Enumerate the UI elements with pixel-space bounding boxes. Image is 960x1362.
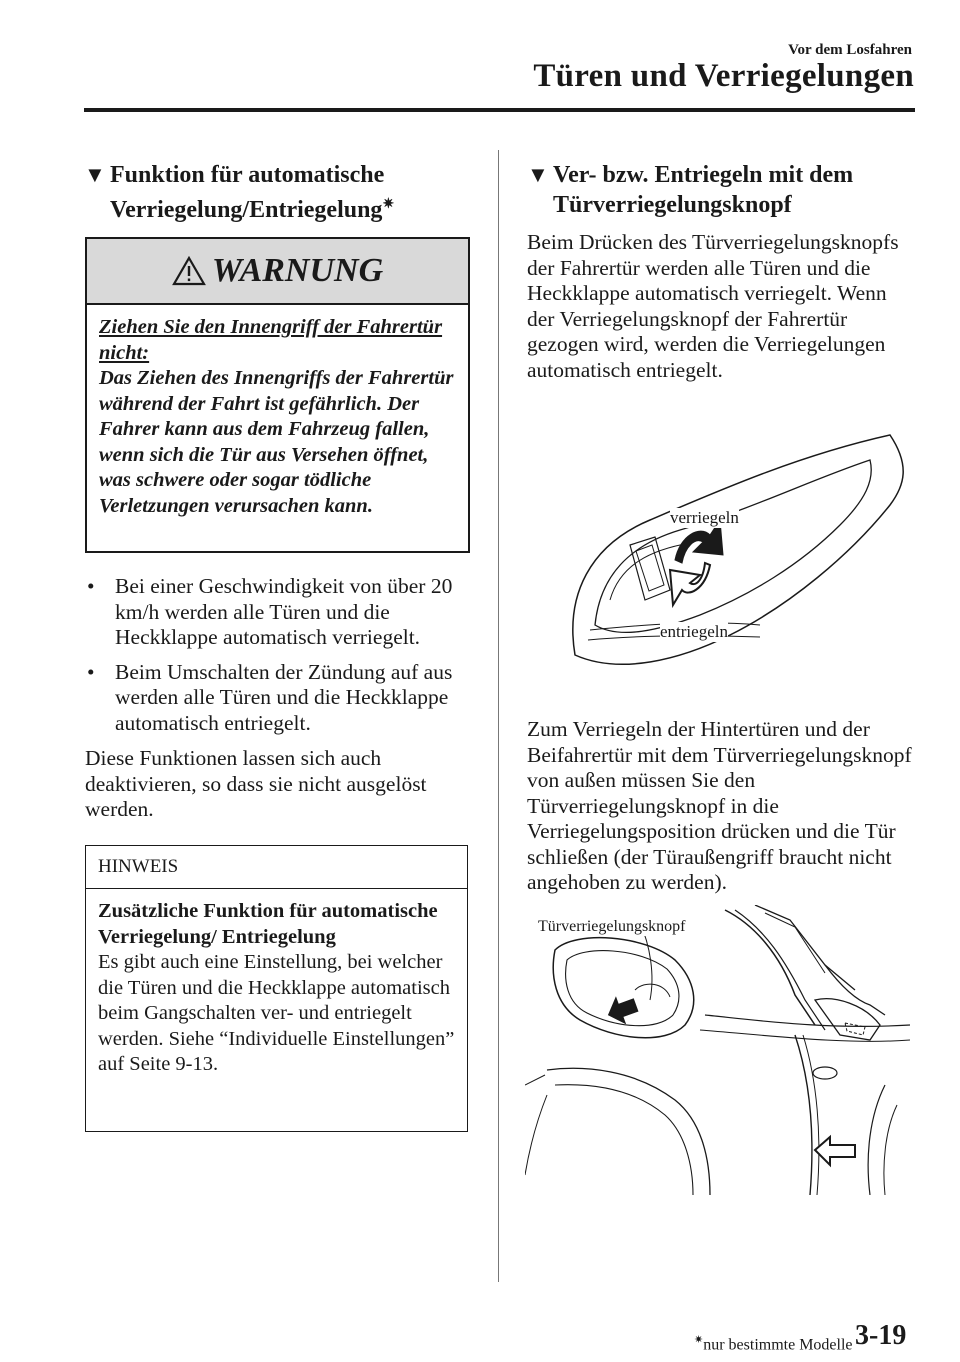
note-body [86, 889, 467, 1078]
triangle-marker-icon: ▼ [84, 162, 106, 187]
header-rule [84, 108, 915, 112]
footer-mark: ✷ [694, 1334, 704, 1346]
bullet-dot: • [87, 574, 95, 598]
running-header-title: Türen und Verriegelungen [533, 58, 914, 94]
paragraph-rear-doors: Zum Verriegeln der Hintertüren und der Beifahrertür mit dem Türverriegelungsknopf von außen müssen Sie den Türverriegelungsknopf in die Verriegelungsposition drücken und die Tür schließen (der Türaußengriff braucht nicht angehoben zu werden). [527, 717, 912, 894]
footer-note: ✷nur bestimmte Modelle [694, 1334, 853, 1354]
list-item: • Bei einer Geschwindigkeit von über 20 km/h werden alle Türen und die Heckklappe automatisch verriegelt. [87, 574, 453, 649]
warning-header [87, 239, 468, 305]
label-door-lock-knob: Türverriegelungsknopf [538, 918, 686, 935]
warning-triangle-icon [172, 256, 206, 286]
paragraph-lock-knob: Beim Drücken des Türverriegelungsknopfs der Fahrertür werden alle Türen und die Heckklappe automatisch verriegelt. Wenn der Verriegelungsknopf der Fahrertür gezogen wird, werden die Verriegelungen automatisch entriegelt. [527, 230, 899, 382]
note-text: Es gibt auch eine Einstellung, bei welcher die Türen und die Heckklappe automatisch beim Gangschalten ver- und entriegelt werden. Siehe “Individuelle Einstellungen” auf Seite 9-13. [98, 951, 455, 1075]
list-item: • Beim Umschalten der Zündung auf aus werden alle Türen und die Heckklappe automatisch entriegelt. [87, 659, 453, 735]
page-number: 3-19 [855, 1320, 907, 1351]
bullet-list [85, 574, 470, 736]
note-bold-text: Zusätzliche Funktion für automatische Verriegelung/ Entriegelung [98, 900, 438, 948]
section-heading-auto-lock: ▼ Funktion für automatische Verriegelung/Entriegelung✷ [84, 162, 395, 223]
label-lock: verriegeln [670, 508, 739, 527]
label-unlock: entriegeln [660, 622, 728, 641]
optional-feature-mark: ✷ [382, 197, 395, 212]
paragraph-deactivate: Diese Funktionen lassen sich auch deaktivieren, so dass sie nicht ausgelöst werden. [85, 746, 427, 821]
warning-title: WARNUNG [211, 252, 384, 289]
column-divider [498, 150, 499, 1282]
note-title: HINWEIS [86, 846, 467, 889]
warning-body [87, 305, 468, 519]
warning-box [85, 237, 470, 553]
note-box [85, 845, 468, 1132]
warning-text: Das Ziehen des Innengriffs der Fahrertür während der Fahrt ist gefährlich. Der Fahrer kann aus dem Fahrzeug fallen, wenn sich die Tür aus Versehen öffnet, was schwere oder sogar tödliche Verletzungen verursachen kann. [99, 367, 454, 517]
triangle-marker-icon: ▼ [527, 162, 549, 187]
car-door-illustration [525, 905, 915, 1195]
bullet-dot: • [87, 659, 95, 684]
inner-door-handle-illustration [560, 425, 915, 680]
warning-lead: Ziehen Sie den Innengriff der Fahrertür nicht: [99, 316, 443, 364]
running-header-subtitle: Vor dem Losfahren [788, 42, 912, 58]
section-heading-lock-knob: ▼ Ver- bzw. Entriegeln mit dem Türverriegelungsknopf [527, 162, 854, 218]
